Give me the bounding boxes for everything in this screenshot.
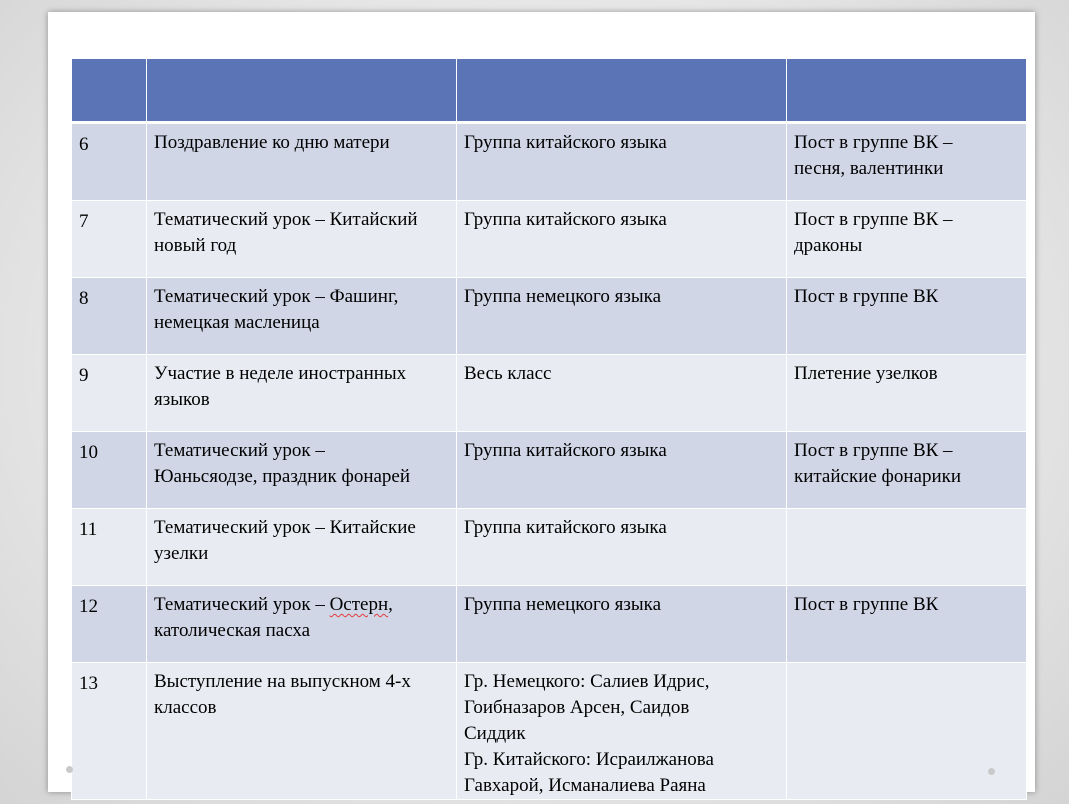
participants-cell [457, 509, 787, 586]
header-cell-number [72, 59, 147, 123]
event-cell [147, 586, 457, 663]
header-cell-participants [457, 59, 787, 123]
slide [48, 12, 1035, 796]
result-text: китайские фонарики [794, 466, 962, 487]
result-text: Пост в группе ВК [794, 594, 939, 615]
row-number: 8 [72, 278, 147, 355]
event-text: Тематический урок – Китайские [154, 517, 416, 538]
participants-cell [457, 123, 787, 201]
row-number: 10 [72, 432, 147, 509]
participants-text: Группа китайского языка [464, 440, 667, 461]
slide-corner-marker [66, 766, 73, 773]
table-row [72, 123, 1027, 201]
event-text: Тематический урок – Фашинг, [154, 286, 399, 307]
result-cell [787, 355, 1027, 432]
event-text-part: , [388, 594, 393, 615]
result-text: Пост в группе ВК – [794, 132, 953, 153]
participants-text: Группа немецкого языка [464, 594, 662, 615]
table-row [72, 355, 1027, 432]
event-text: узелки [154, 543, 209, 564]
event-text: новый год [154, 235, 237, 256]
table-header-row [72, 59, 1027, 123]
event-text-part: Тематический урок – [154, 594, 330, 615]
event-text: Тематический урок – Китайский [154, 209, 418, 230]
result-text: Пост в группе ВК [794, 286, 939, 307]
event-text: Участие в неделе иностранных [154, 363, 407, 384]
table-row [72, 278, 1027, 355]
header-cell-result [787, 59, 1027, 123]
event-text: Тематический урок – [154, 440, 325, 461]
result-cell [787, 278, 1027, 355]
participants-text: Гр. Немецкого: Салиев Идрис, [464, 671, 710, 692]
table-row [72, 432, 1027, 509]
event-cell [147, 663, 457, 800]
participants-cell [457, 278, 787, 355]
event-text: языков [154, 389, 210, 410]
event-text: Юаньсяодзе, праздник фонарей [154, 466, 411, 487]
participants-text: Группа китайского языка [464, 132, 667, 153]
participants-text: Сиддик [464, 723, 526, 744]
participants-text: Гоибназаров Арсен, Саидов [464, 697, 690, 718]
result-cell [787, 586, 1027, 663]
event-cell [147, 278, 457, 355]
event-text: немецкая масленица [154, 312, 320, 333]
participants-cell [457, 663, 787, 800]
result-text: Пост в группе ВК – [794, 440, 953, 461]
result-cell [787, 201, 1027, 278]
result-cell [787, 509, 1027, 586]
result-text: Плетение узелков [794, 363, 938, 384]
header-cell-event [147, 59, 457, 123]
event-text: Выступление на выпускном 4-х [154, 671, 411, 692]
row-number: 6 [72, 123, 147, 201]
table-row [72, 509, 1027, 586]
participants-text: Гавхарой, Исманалиева Раяна [464, 775, 706, 796]
table-row [72, 663, 1027, 800]
participants-text: Группа китайского языка [464, 209, 667, 230]
event-text [154, 592, 449, 618]
event-cell [147, 509, 457, 586]
event-cell [147, 201, 457, 278]
row-number: 13 [72, 663, 147, 800]
result-text: песня, валентинки [794, 158, 944, 179]
participants-cell [457, 355, 787, 432]
event-cell [147, 123, 457, 201]
table-row [72, 201, 1027, 278]
participants-cell [457, 201, 787, 278]
result-cell [787, 123, 1027, 201]
event-text: католическая пасха [154, 620, 311, 641]
row-number: 12 [72, 586, 147, 663]
slide-corner-marker [988, 768, 995, 775]
event-text: классов [154, 697, 217, 718]
row-number: 9 [72, 355, 147, 432]
result-cell [787, 663, 1027, 800]
spellcheck-word: Остерн [329, 594, 389, 615]
result-cell [787, 432, 1027, 509]
participants-cell [457, 586, 787, 663]
events-table [71, 58, 1027, 800]
result-text: драконы [794, 235, 863, 256]
row-number: 7 [72, 201, 147, 278]
participants-text: Весь класс [464, 363, 552, 384]
participants-cell [457, 432, 787, 509]
table-row [72, 586, 1027, 663]
result-text: Пост в группе ВК – [794, 209, 953, 230]
row-number: 11 [72, 509, 147, 586]
participants-text: Группа китайского языка [464, 517, 667, 538]
participants-text: Группа немецкого языка [464, 286, 662, 307]
event-text: Поздравление ко дню матери [154, 132, 390, 153]
participants-text: Гр. Китайского: Исраилжанова [464, 749, 714, 770]
event-cell [147, 355, 457, 432]
event-cell [147, 432, 457, 509]
